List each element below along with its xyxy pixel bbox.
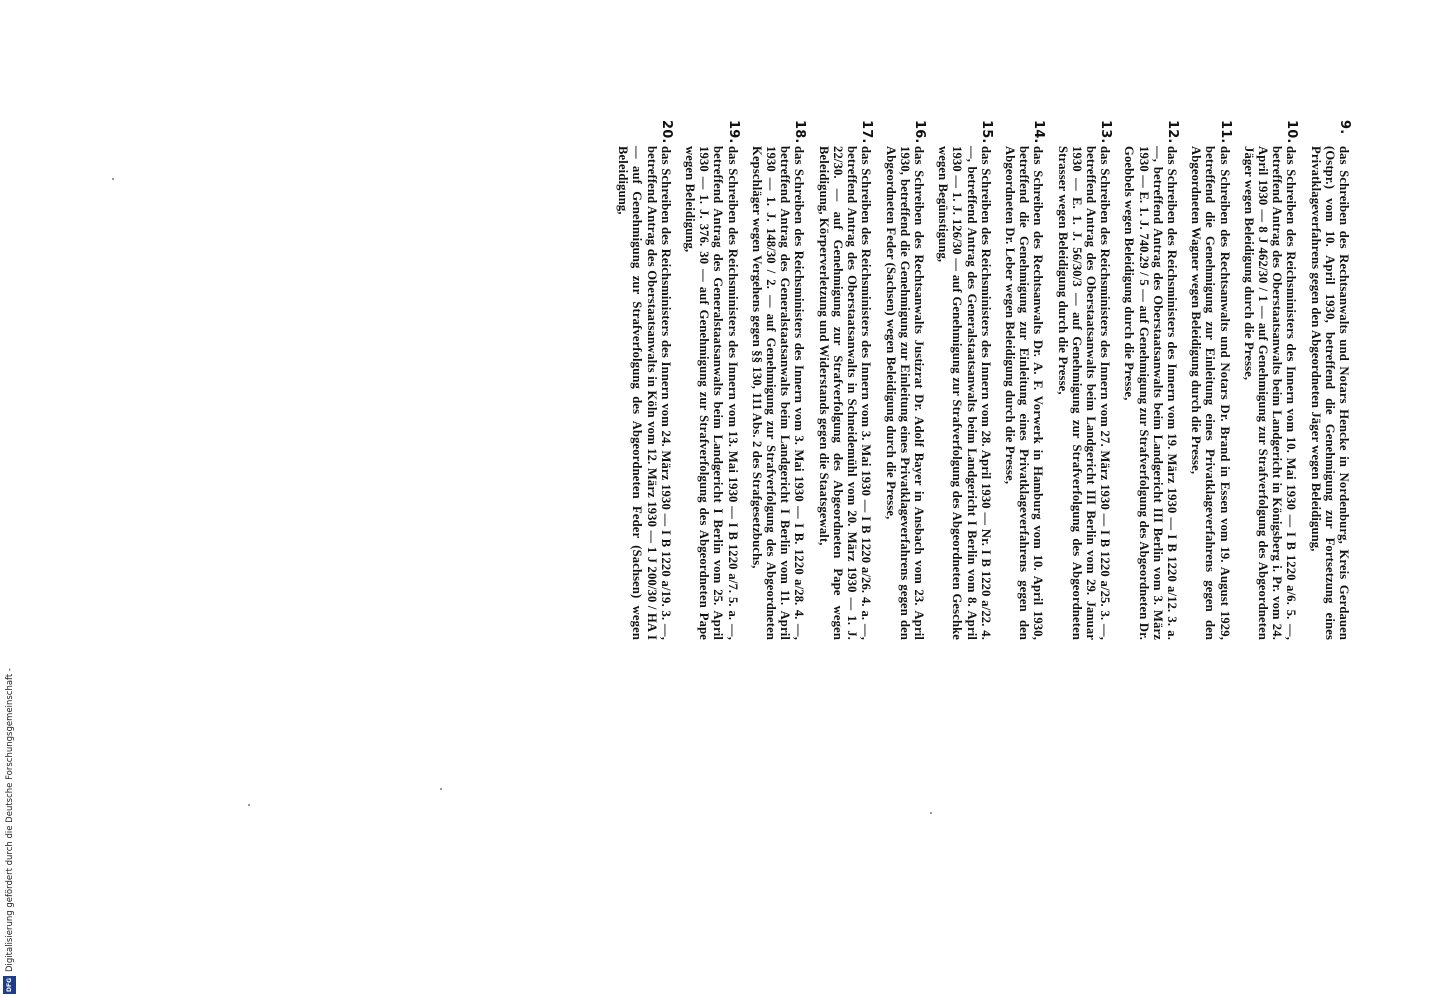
item-text: das Schreiben des Reichsministers des Innern vom 3. Mai 1930 — I B. 1220 a/28. 4. —, betreffend Antrag des Generalstaatsanwalts beim Landgericht I Berlin vom 11. April 1930 — 1. J. 148/30 / 2. — auf Genehmigung zur Strafverfolgung des Abgeordneten Kepschläger wegen Vergehens gegen §§ 130, 111 Abs. 2 des Strafgesetzbuchs, bbox=[749, 146, 807, 640]
scan-speck bbox=[248, 804, 250, 806]
item-number: 20. bbox=[658, 120, 674, 144]
item-text: das Schreiben des Reichsministers des Innern vom 24. März 1930 — I B 1220 a/19. 3. —, betreffend Antrag des Oberstaatsanwalts in Köln vom 12. März 1930 — 1 J 200/30 / HA I — auf Genehmigung zur Strafverfolgung des Abgeordneten Feder (Sachsen) wegen Beleidigung, bbox=[616, 146, 673, 640]
item-number: 9. bbox=[1337, 120, 1352, 135]
item-number: 19. bbox=[725, 120, 741, 144]
item-number: 10. bbox=[1284, 120, 1300, 144]
item-number: 17. bbox=[859, 120, 875, 144]
item-number: 16. bbox=[911, 120, 927, 144]
list-item bbox=[1122, 120, 1179, 640]
item-text: das Schreiben des Rechtsanwalts und Notars Hencke in Nordenburg, Kreis Gerdauen (Ostpr.) vom 10. April 1930, betreffend die Genehmigung zur Fortsetzung eines Privatklageverfahrens gegen den Abgeordneten Jäger wegen Beleidigung, bbox=[1308, 146, 1351, 640]
item-number: 14. bbox=[1031, 120, 1047, 144]
footer-strip bbox=[2, 560, 16, 1000]
item-text: das Schreiben des Reichsministers des Innern vom 10. Mai 1930 — I B 1220 a/6. 5. —, betreffend Antrag des Oberstaatsanwalts beim Landgericht in Königsberg i. Pr. vom 24. April 1930 — 8 J 462/30 / 1 — auf Genehmigung zur Strafverfolgung des Abgeordneten Jäger wegen Beleidigung durch die Presse, bbox=[1241, 146, 1299, 640]
list-item bbox=[1242, 120, 1299, 640]
item-text: das Schreiben des Reichsministers des Innern vom 19. März 1930 — I B 1220 a/12. 3. a. —, betreffend Antrag des Oberstaatsanwalts beim Landgericht III Berlin vom 3. März 1930 — E. 1. J. 740.29 / 5 — auf Genehmigung zur Strafverfolgung des Abgeordneten Dr. Goebbels wegen Beleidigung durch die Presse, bbox=[1122, 146, 1179, 640]
item-text: das Schreiben des Reichsministers des Innern vom 13. Mai 1930 — I B 1220 a/7. 5. a. —, betreffend Antrag des Generalstaatsanwalts beim Landgericht I Berlin vom 25. April 1930 — 1. J. 376. 30 — auf Genehmigung zur Strafverfolgung des Abgeordneten Pape wegen Beleidigung, bbox=[683, 146, 740, 640]
item-text: das Schreiben des Reichsministers des Innern vom 27. März 1930 — I B 1220 a/25. 3. —, betreffend Antrag des Oberstaatsanwalts beim Landgericht III Berlin vom 29. Januar 1930 — E. 1. J. 56/30/3 — auf Genehmigung zur Strafverfolgung des Abgeordneten Strasser wegen Beleidigung durch die Presse, bbox=[1055, 146, 1113, 640]
item-text: das Schreiben des Reichsministers des Innern vom 3. Mai 1930 — I B 1220 a/26. 4. a. —, betreffend Antrag des Oberstaatsanwalts in Schneidemühl vom 20. März 1930 — 1. J. 22/30. — auf Genehmigung zur Strafverfolgung des Abgeordneten Pape wegen Beleidigung, Körperverletzung und Widerstands gegen die Staatsgewalt, bbox=[816, 146, 874, 640]
list-item bbox=[1003, 120, 1046, 640]
scan-speck bbox=[112, 178, 114, 180]
item-number: 11. bbox=[1217, 120, 1233, 144]
scan-speck bbox=[440, 788, 442, 790]
list-item bbox=[1189, 120, 1232, 640]
item-text: das Schreiben des Rechtsanwalts Justizrat Dr. Adolf Bayer in Ansbach vom 23. April 1930, betreffend die Genehmigung zur Einleitung eines Privatklageverfahrens gegen den Abgeordneten Feder (Sachsen) wegen Beleidigung durch die Presse, bbox=[883, 146, 926, 640]
rotated-page bbox=[47, 120, 1387, 880]
item-number: 18. bbox=[792, 120, 808, 144]
item-text: das Schreiben des Reichsministers des Innern vom 28. April 1930 — Nr. I B 1220 a/22. 4. —, betreffend Antrag des Generalstaatsanwalts beim Landgericht I Berlin vom 8. April 1930 — 1. J. 126/30 — auf Genehmigung zur Strafverfolgung des Abgeordneten Geschke wegen Begünstigung, bbox=[936, 146, 993, 640]
list-item bbox=[750, 120, 807, 640]
item-text: das Schreiben des Rechtsanwalts Dr. A. F. Vorwerk in Hamburg vom 10. April 1930, betreffend die Genehmigung zur Einleitung eines Privatklageverfahrens gegen den Abgeordneten Dr. Leber wegen Beleidigung durch die Presse, bbox=[1002, 146, 1046, 640]
scan-speck bbox=[930, 812, 932, 814]
list-item bbox=[616, 120, 673, 640]
list-item bbox=[683, 120, 740, 640]
list-item bbox=[936, 120, 993, 640]
footer-credit: Digitalisierung gefördert durch die Deutsche Forschungsgemeinschaft - bbox=[5, 668, 15, 972]
dfg-logo-icon: DFG bbox=[3, 976, 16, 994]
list-item bbox=[1308, 120, 1351, 640]
list-item bbox=[1055, 120, 1112, 640]
item-number: 13. bbox=[1098, 120, 1114, 144]
list-item bbox=[883, 120, 926, 640]
item-list bbox=[47, 120, 1387, 640]
item-number: 12. bbox=[1164, 120, 1180, 144]
item-text: das Schreiben des Rechtsanwalts und Notars Dr. Brand in Essen vom 19. August 1929, betreffend die Genehmigung zur Einleitung eines Privatklageverfahrens gegen den Abgeordneten Wagner wegen Beleidigung durch die Presse, bbox=[1189, 146, 1232, 640]
list-item bbox=[817, 120, 874, 640]
item-number: 15. bbox=[978, 120, 994, 144]
